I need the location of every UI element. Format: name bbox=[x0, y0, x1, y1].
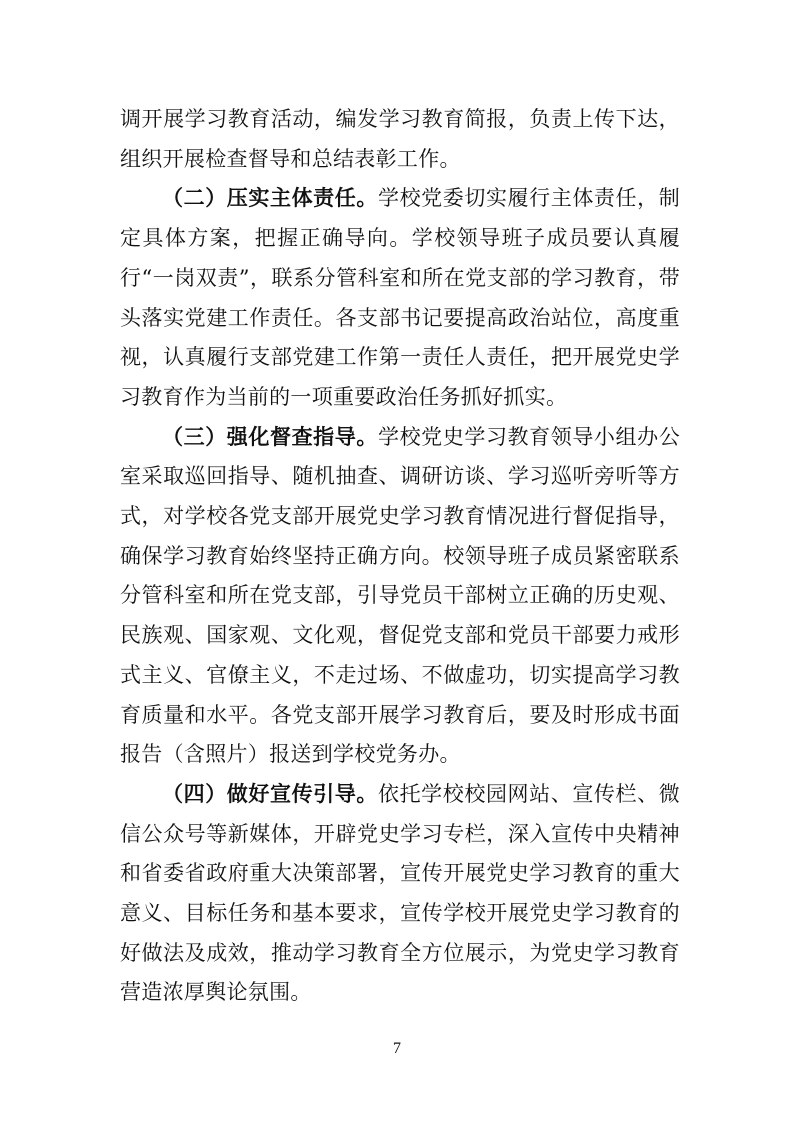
paragraph-text: 依托学校校园网站、宣传栏、微信公众号等新媒体，开辟党史学习专栏，深入宣传中央精神和省委省政府重大决策部署，宣传开展党史学习教育的重大意义、目标任务和基本要求，宣传学校开展党史学习教育的好做法及成效，推动学习教育全方位展示，为党史学习教育营造浓厚舆论氛围。 bbox=[120, 781, 681, 1005]
paragraph-section-4 bbox=[120, 775, 680, 1013]
document-body bbox=[120, 100, 680, 1013]
paragraph-section-2 bbox=[120, 179, 680, 417]
section-heading: （四）做好宣传引导。 bbox=[162, 781, 378, 806]
paragraph-text: 调开展学习教育活动，编发学习教育简报，负责上传下达，组织开展检查督导和总结表彰工作。 bbox=[120, 107, 680, 171]
section-heading: （三）强化督查指导。 bbox=[162, 424, 378, 449]
paragraph-text: 学校党委切实履行主体责任，制定具体方案，把握正确导向。学校领导班子成员要认真履行“一岗双责”，联系分管科室和所在党支部的学习教育，带头落实党建工作责任。各支部书记要提高政治站位，高度重视，认真履行支部党建工作第一责任人责任，把开展党史学习教育作为当前的一项重要政治任务抓好抓实。 bbox=[120, 186, 681, 409]
paragraph-continued bbox=[120, 100, 680, 179]
paragraph-text: 学校党史学习教育领导小组办公室采取巡回指导、随机抽查、调研访谈、学习巡听旁听等方式，对学校各党支部开展党史学习教育情况进行督促指导，确保学习教育始终坚持正确方向。校领导班子成员紧密联系分管科室和所在党支部，引导党员干部树立正确的历史观、民族观、国家观、文化观，督促党支部和党员干部要力戒形式主义、官僚主义，不走过场、不做虚功，切实提高学习教育质量和水平。各党支部开展学习教育后，要及时形成书面报告（含照片）报送到学校党务办。 bbox=[120, 424, 681, 767]
page-number: 7 bbox=[393, 1040, 401, 1057]
section-heading: （二）压实主体责任。 bbox=[162, 186, 378, 211]
paragraph-section-3 bbox=[120, 418, 680, 775]
